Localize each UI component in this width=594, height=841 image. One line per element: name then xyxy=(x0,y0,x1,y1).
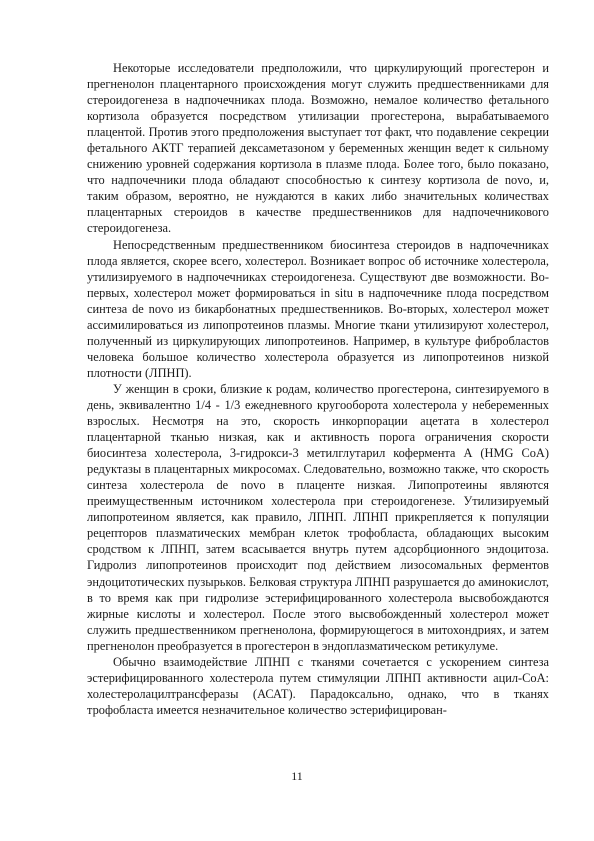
page-number: 11 xyxy=(291,769,303,783)
paragraph-1: Некоторые исследователи предположили, что циркулирующий прогестерон и прегненолон плацентарного происхождения могут служить предшественниками для стероидогенеза в надпочечниках плода. Возможно, немалое количество фетального кортизола образуется посредством утилизации прогестерона, вырабатываемого плацентой. Против этого предположения выступает тот факт, что подавление секреции фетального АКТГ терапией дексаметазоном у беременных женщин ведет к сильному снижению уровней содержания кортизола в плазме плода. Более того, было показано, что надпочечники плода обладают способностью к синтезу кортизола de novo, и, таким образом, вероятно, не нуждаются в каких либо значительных количествах плацентарных стероидов в качестве предшественников для надпочечникового стероидогенеза. xyxy=(87,61,549,236)
paragraph-3: У женщин в сроки, близкие к родам, количество прогестерона, синтезируемого в день, эквивалентно 1/4 - 1/3 ежедневного кругооборота холестерола у небеременных взрослых. Несмотря на это, скорость инкорпорации ацетата в холестерол плацентарной тканью низкая, как и активность порога ограничения скорости биосинтеза холестерола, 3-гидрокси-3 метилглутарил кофермента А (HMG CoA) редуктазы в плацентарных микросомах. Следовательно, возможно также, что скорость синтеза холестерола de novo в плаценте низкая. Липопротеины являются преимущественным источником холестерола при стероидогенезе. Утилизируемый липопротеином является, как правило, ЛПНП. ЛПНП прикрепляется к популяции рецепторов плазматических мембран клеток трофобласта, обладающих высоким сродством к ЛПНП, затем всасывается внутрь путем адсорбционного эндоцитоза. Гидролиз липопротеинов происходит под действием лизосомальных ферментов эндоцитотических пузырьков. Белковая структура ЛПНП разрушается до аминокислот, в то время как при гидролизе эстерифицированного холестерола высвобождаются жирные кислоты и холестерол. После этого высвобожденный холестерол может служить предшественником прегненолона, формирующегося в митохондриях, и затем прегненолон преобразуется в прогестерон в эндоплазматическом ретикулуме. xyxy=(87,381,549,653)
paragraph-4: Обычно взаимодействие ЛПНП с тканями сочетается с ускорением синтеза эстерифицированного холестерола путем стимуляции ЛПНП активности ацил-CoA: холестеролацилтрансферазы (АСАТ). Парадоксально, однако, что в тканях трофобласта имеется незначительное количество эстерифицирован- xyxy=(87,654,549,717)
body-text xyxy=(87,60,549,718)
paragraph-2: Непосредственным предшественником биосинтеза стероидов в надпочечниках плода является, скорее всего, холестерол. Возникает вопрос об источнике холестерола, утилизируемого в надпочечниках стероидогенеза. Существуют две возможности. Во-первых, холестерол может формироваться in situ в надпочечнике плода посредством синтеза de novo из бикарбонатных предшественников. Во-вторых, холестерол может ассимилироваться из липопротеинов плазмы. Многие ткани утилизируют холестерол, полученный из циркулирующих липопротеинов. Например, в культуре фибробластов человека большое количество холестерола образуется из липопротеинов низкой плотности (ЛПНП). xyxy=(87,237,549,380)
